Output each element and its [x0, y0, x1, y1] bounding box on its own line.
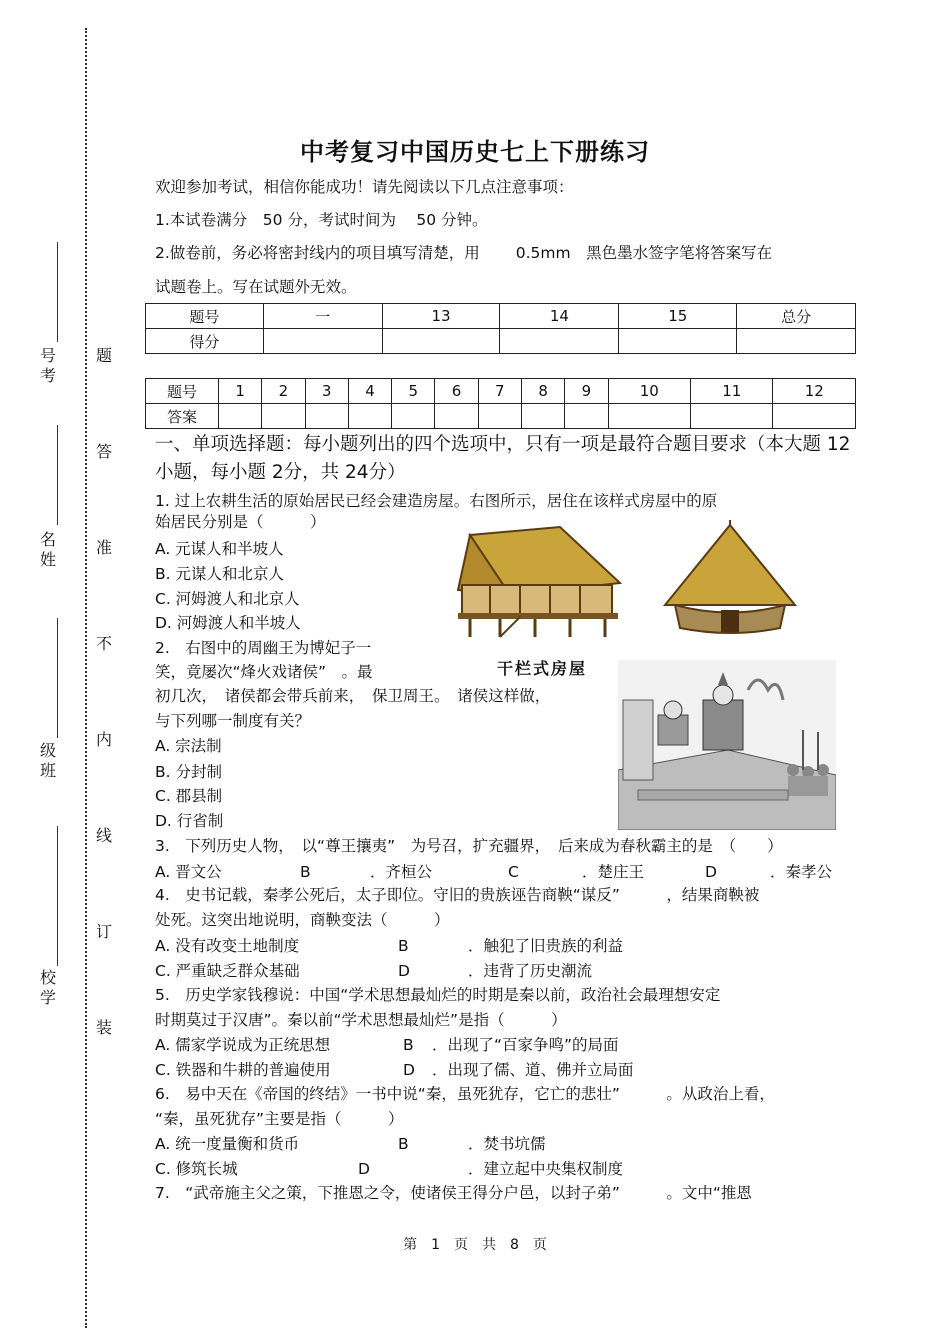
answer-cell[interactable]	[691, 404, 773, 429]
side-label-char: 班	[39, 761, 56, 780]
question-5-option: ．出现了儒、道、佛并立局面	[432, 1061, 634, 1079]
answer-cell[interactable]	[773, 404, 856, 429]
answer-header-cell: 7	[478, 379, 521, 404]
question-2-stem: 笑，竟屡次“烽火戏诸侯” 。最	[155, 663, 373, 681]
question-1-option: C. 河姆渡人和北京人	[155, 590, 300, 608]
score-table-row	[146, 329, 856, 354]
question-3-option-letter: D	[705, 863, 717, 881]
thatched-hut-illustration	[655, 520, 805, 640]
question-1-option: D. 河姆渡人和半坡人	[155, 614, 301, 632]
question-4-option: A. 没有改变土地制度	[155, 937, 300, 955]
score-header-cell: 15	[619, 304, 737, 329]
answer-cell[interactable]	[478, 404, 521, 429]
question-3-option-letter: C	[508, 863, 519, 881]
answer-header-cell: 9	[565, 379, 608, 404]
section-heading: 一、单项选择题：每小题列出的四个选项中，只有一项是最符合题目要求（本大题 12	[155, 434, 851, 455]
question-4-option: ．违背了历史潮流	[468, 962, 593, 980]
answer-cell[interactable]	[565, 404, 608, 429]
question-3-option: ．秦孝公	[770, 863, 833, 881]
answer-header-cell: 5	[392, 379, 435, 404]
answer-table-header	[146, 379, 856, 404]
side-label-char: 学	[39, 988, 56, 1007]
answer-cell[interactable]	[262, 404, 305, 429]
question-6-option: C. 修筑长城	[155, 1160, 238, 1178]
question-2-stem: 初几次， 诸侯都会带兵前来， 保卫周王。 诸侯这样做，	[155, 687, 551, 705]
question-4-option: ．触犯了旧贵族的利益	[468, 937, 624, 955]
question-5-option: ．出现了“百家争鸣”的局面	[432, 1036, 619, 1054]
question-4-stem: 处死。这突出地说明，商鞅变法（ ）	[155, 911, 450, 929]
answer-cell[interactable]	[219, 404, 262, 429]
question-5-option-letter: D	[403, 1061, 415, 1079]
score-cell[interactable]	[619, 329, 737, 354]
score-table	[145, 303, 856, 354]
question-1-option: A. 元谋人和半坡人	[155, 540, 284, 558]
question-3-option: ．齐桓公	[370, 863, 433, 881]
answer-header-cell: 11	[691, 379, 773, 404]
question-6-option: ．建立起中央集权制度	[468, 1160, 624, 1178]
question-3-stem: 3. 下列历史人物， 以“尊王攘夷” 为号召，扩充疆界， 后来成为春秋霸主的是 （ ）	[155, 837, 783, 855]
side-label-char: 级	[39, 741, 56, 760]
question-1-option: B. 元谋人和北京人	[155, 565, 284, 583]
beacon-fire-illustration	[618, 660, 836, 830]
answer-cell[interactable]	[608, 404, 690, 429]
stilt-house-illustration	[440, 505, 640, 645]
fill-line-class	[57, 618, 58, 738]
intro-line: 欢迎参加考试，相信你能成功！请先阅读以下几点注意事项：	[155, 178, 574, 196]
score-header-cell: 一	[263, 304, 382, 329]
question-2-option: B. 分封制	[155, 763, 222, 781]
question-3-option: ．楚庄王	[582, 863, 645, 881]
question-7-stem: 7. “武帝施主父之策，下推恩之令，使诸侯王得分户邑，以封子弟” 。文中“推恩	[155, 1184, 752, 1202]
question-2-stem: 2. 右图中的周幽王为博妃子一	[155, 639, 372, 657]
question-5-stem: 时期莫过于汉唐”。秦以前“学术思想最灿烂”是指（ ）	[155, 1011, 567, 1029]
binding-dotted-line	[85, 28, 87, 1328]
seal-warning-char: 不	[95, 634, 112, 653]
question-6-stem: “秦，虽死犹存”主要是指（ ）	[155, 1110, 404, 1128]
answer-table-row	[146, 404, 856, 429]
question-1-stem: 1. 过上农耕生活的原始居民已经会建造房屋。右图所示，居住在该样式房屋中的原	[155, 492, 718, 510]
answer-header-cell: 10	[608, 379, 690, 404]
question-6-option: A. 统一度量衡和货币	[155, 1135, 300, 1153]
stilt-house-caption: 干栏式房屋	[497, 659, 588, 678]
answer-header-cell: 题号	[146, 379, 219, 404]
fill-line-school	[57, 826, 58, 966]
question-6-option-letter: D	[358, 1160, 370, 1178]
side-label-char: 号	[39, 346, 56, 365]
answer-header-cell: 1	[219, 379, 262, 404]
score-header-cell: 13	[382, 304, 500, 329]
fill-line-name	[57, 425, 58, 525]
answer-table	[145, 378, 856, 429]
seal-warning-char: 准	[95, 538, 112, 557]
side-label-char: 名	[39, 530, 56, 549]
question-2-stem: 与下列哪一制度有关？	[155, 712, 311, 730]
seal-warning-char: 内	[95, 730, 112, 749]
score-cell[interactable]	[263, 329, 382, 354]
page-title: 中考复习中国历史七上下册练习	[300, 138, 650, 166]
answer-cell[interactable]	[392, 404, 435, 429]
question-5-option: A. 儒家学说成为正统思想	[155, 1036, 331, 1054]
question-6-option: ．焚书坑儒	[468, 1135, 546, 1153]
answer-header-cell: 6	[435, 379, 478, 404]
page-number: 第 1 页 共 8 页	[403, 1237, 547, 1253]
answer-header-cell: 2	[262, 379, 305, 404]
score-header-cell: 14	[500, 304, 619, 329]
answer-header-cell: 3	[305, 379, 348, 404]
question-4-stem: 4. 史书记载，秦孝公死后，太子即位。守旧的贵族诬告商鞅“谋反” ，结果商鞅被	[155, 886, 760, 904]
question-2-option: C. 郡县制	[155, 787, 223, 805]
intro-line: 1.本试卷满分 50 分，考试时间为 50 分钟。	[155, 211, 488, 229]
question-4-option: C. 严重缺乏群众基础	[155, 962, 300, 980]
seal-warning-char: 装	[95, 1018, 112, 1037]
answer-cell[interactable]	[305, 404, 348, 429]
seal-warning-char: 题	[95, 346, 112, 365]
section-heading: 小题，每小题 2分，共 24分）	[155, 462, 406, 483]
side-label-char: 姓	[39, 550, 56, 569]
question-5-option: C. 铁器和牛耕的普遍使用	[155, 1061, 331, 1079]
seal-warning-char: 答	[95, 442, 112, 461]
seal-warning-char: 线	[95, 826, 112, 845]
side-label-char: 校	[39, 968, 56, 987]
score-header-cell: 题号	[146, 304, 264, 329]
answer-cell[interactable]	[435, 404, 478, 429]
intro-line: 试题卷上。写在试题外无效。	[155, 278, 357, 296]
question-2-option: A. 宗法制	[155, 737, 222, 755]
score-header-cell: 总分	[737, 304, 856, 329]
answer-cell[interactable]	[348, 404, 391, 429]
answer-header-cell: 8	[521, 379, 564, 404]
question-3-option: A. 晋文公	[155, 863, 222, 881]
question-2-option: D. 行省制	[155, 812, 224, 830]
intro-line: 2.做卷前，务必将密封线内的项目填写清楚，用 0.5mm 黑色墨水签字笔将答案写在	[155, 244, 773, 262]
seal-warning-char: 订	[95, 922, 112, 941]
question-6-stem: 6. 易中天在《帝国的终结》一书中说“秦，虽死犹存，它亡的悲壮” 。从政治上看，	[155, 1085, 775, 1103]
score-cell[interactable]	[382, 329, 500, 354]
answer-row-label: 答案	[146, 404, 219, 429]
question-6-option-letter: B	[398, 1135, 409, 1153]
score-row-label: 得分	[146, 329, 264, 354]
fill-line-exam-no	[57, 242, 58, 342]
question-4-option-letter: B	[398, 937, 409, 955]
question-3-option-letter: B	[300, 863, 311, 881]
score-table-header	[146, 304, 856, 329]
answer-cell[interactable]	[521, 404, 564, 429]
side-label-char: 考	[39, 366, 56, 385]
score-cell[interactable]	[500, 329, 619, 354]
question-5-stem: 5. 历史学家钱穆说：中国“学术思想最灿烂的时期是秦以前，政治社会最理想安定	[155, 986, 721, 1004]
question-4-option-letter: D	[398, 962, 410, 980]
question-5-option-letter: B	[403, 1036, 414, 1054]
answer-header-cell: 12	[773, 379, 856, 404]
score-cell[interactable]	[737, 329, 856, 354]
answer-header-cell: 4	[348, 379, 391, 404]
question-1-stem: 始居民分别是（ ）	[155, 513, 326, 531]
